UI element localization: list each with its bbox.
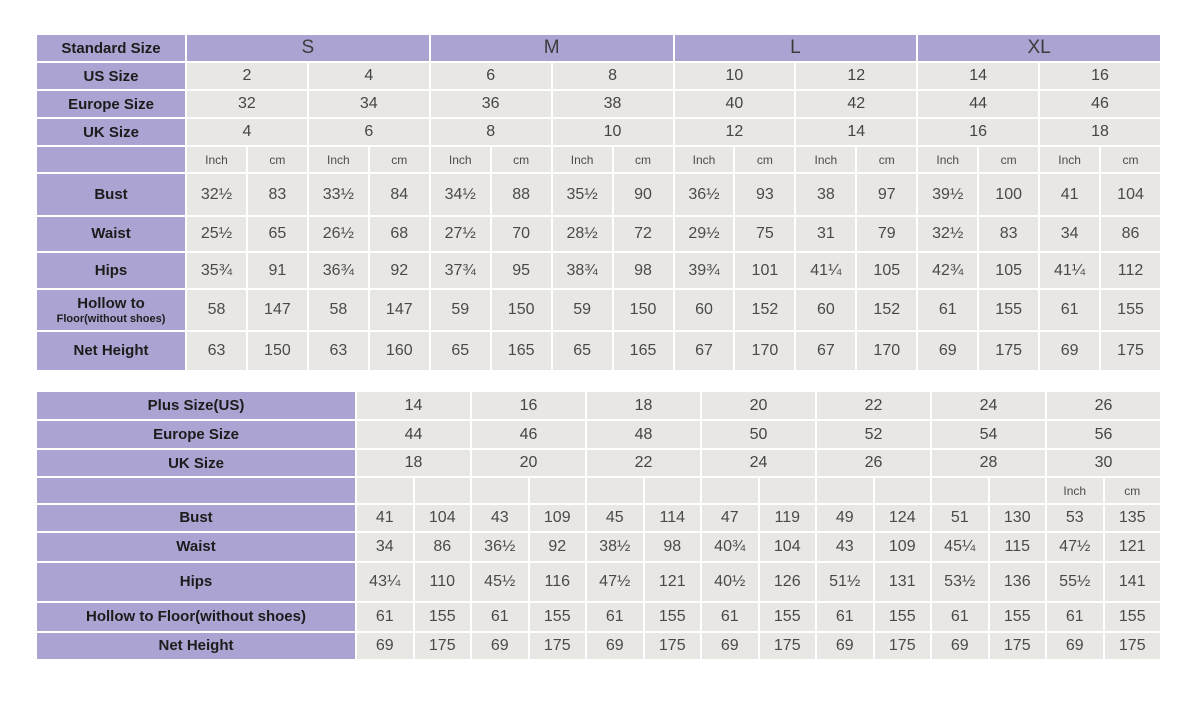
measurement-value-cell: 59: [552, 289, 613, 331]
size-value-cell: 46: [471, 420, 586, 449]
measurement-value-cell: 104: [414, 504, 472, 532]
measurement-value-cell: 65: [247, 216, 308, 252]
measurement-value-cell: 86: [1100, 216, 1161, 252]
unit-cell: Inch: [308, 146, 369, 173]
measurement-value-cell: 88: [491, 173, 552, 216]
measurement-value-cell: 69: [816, 632, 874, 660]
measurement-value-cell: 97: [856, 173, 917, 216]
size-value-cell: 52: [816, 420, 931, 449]
measurement-value-cell: 155: [1100, 289, 1161, 331]
row-label: [36, 252, 186, 289]
measurement-value-cell: 155: [978, 289, 1039, 331]
measurement-value-cell: 93: [734, 173, 795, 216]
measurement-value-cell: 31: [795, 216, 856, 252]
measurement-value-cell: 155: [759, 602, 817, 632]
size-value-cell: 48: [586, 420, 701, 449]
row-label: [36, 532, 356, 562]
empty-cell: [586, 477, 644, 504]
unit-row-label: [36, 146, 186, 173]
row-label-line: Hips: [179, 573, 213, 591]
measurement-value-cell: 51½: [816, 562, 874, 602]
empty-cell: [989, 477, 1047, 504]
measurement-value-cell: 36½: [471, 532, 529, 562]
table-row: [36, 532, 1161, 562]
measurement-value-cell: 61: [356, 602, 414, 632]
measurement-value-cell: 92: [369, 252, 430, 289]
size-value-cell: 44: [917, 90, 1039, 118]
table-row: [36, 632, 1161, 660]
measurement-value-cell: 69: [917, 331, 978, 371]
measurement-value-cell: 155: [644, 602, 702, 632]
table-row: [36, 216, 1161, 252]
size-value-cell: 26: [1046, 391, 1161, 420]
measurement-value-cell: 61: [931, 602, 989, 632]
measurement-value-cell: 126: [759, 562, 817, 602]
measurement-value-cell: 35½: [552, 173, 613, 216]
row-label: UK Size: [36, 449, 356, 477]
measurement-value-cell: 29½: [674, 216, 735, 252]
measurement-value-cell: 27½: [430, 216, 491, 252]
measurement-value-cell: 40¾: [701, 532, 759, 562]
row-label: Plus Size(US): [36, 391, 356, 420]
size-value-cell: 22: [586, 449, 701, 477]
empty-cell: [816, 477, 874, 504]
measurement-value-cell: 175: [1104, 632, 1162, 660]
measurement-value-cell: 90: [613, 173, 674, 216]
unit-cell: cm: [1104, 477, 1162, 504]
size-value-cell: 42: [795, 90, 917, 118]
row-label: [36, 331, 186, 371]
standard-size-chart-table: [35, 33, 1162, 372]
measurement-value-cell: 69: [1046, 632, 1104, 660]
measurement-value-cell: 61: [1046, 602, 1104, 632]
plus-size-chart-table: [35, 390, 1162, 661]
measurement-value-cell: 105: [856, 252, 917, 289]
unit-cell: Inch: [674, 146, 735, 173]
measurement-value-cell: 109: [874, 532, 932, 562]
measurement-value-cell: 175: [529, 632, 587, 660]
measurement-value-cell: 72: [613, 216, 674, 252]
row-label-line: Net Height: [158, 637, 234, 655]
measurement-value-cell: 155: [989, 602, 1047, 632]
empty-cell: [356, 477, 414, 504]
measurement-value-cell: 160: [369, 331, 430, 371]
empty-cell: [759, 477, 817, 504]
measurement-value-cell: 170: [856, 331, 917, 371]
empty-cell: [874, 477, 932, 504]
measurement-value-cell: 147: [369, 289, 430, 331]
size-value-cell: 24: [931, 391, 1046, 420]
measurement-value-cell: 92: [529, 532, 587, 562]
corner-cell: Standard Size: [36, 34, 186, 62]
measurement-value-cell: 121: [1104, 532, 1162, 562]
measurement-value-cell: 47½: [1046, 532, 1104, 562]
measurement-value-cell: 104: [759, 532, 817, 562]
row-label-line: Bust: [179, 509, 213, 527]
unit-cell: Inch: [1046, 477, 1104, 504]
measurement-value-cell: 59: [430, 289, 491, 331]
measurement-value-cell: 42¾: [917, 252, 978, 289]
unit-cell: Inch: [186, 146, 247, 173]
size-value-cell: 34: [308, 90, 430, 118]
size-value-cell: 6: [308, 118, 430, 146]
size-value-cell: 26: [816, 449, 931, 477]
table-row: [36, 449, 1161, 477]
size-value-cell: 20: [701, 391, 816, 420]
size-value-cell: 12: [674, 118, 796, 146]
measurement-value-cell: 119: [759, 504, 817, 532]
measurement-value-cell: 147: [247, 289, 308, 331]
measurement-value-cell: 45¼: [931, 532, 989, 562]
size-value-cell: 18: [1039, 118, 1161, 146]
measurement-value-cell: 26½: [308, 216, 369, 252]
measurement-value-cell: 69: [471, 632, 529, 660]
unit-cell: cm: [613, 146, 674, 173]
measurement-value-cell: 98: [613, 252, 674, 289]
measurement-value-cell: 63: [186, 331, 247, 371]
table-row: [36, 331, 1161, 371]
table-row: [36, 34, 1161, 62]
measurement-value-cell: 69: [586, 632, 644, 660]
measurement-value-cell: 69: [1039, 331, 1100, 371]
measurement-value-cell: 115: [989, 532, 1047, 562]
table-row: [36, 173, 1161, 216]
size-value-cell: 50: [701, 420, 816, 449]
row-label: Europe Size: [36, 90, 186, 118]
measurement-value-cell: 83: [247, 173, 308, 216]
measurement-value-cell: 105: [978, 252, 1039, 289]
unit-cell: Inch: [917, 146, 978, 173]
measurement-value-cell: 175: [874, 632, 932, 660]
measurement-value-cell: 53½: [931, 562, 989, 602]
measurement-value-cell: 86: [414, 532, 472, 562]
measurement-value-cell: 61: [471, 602, 529, 632]
size-value-cell: 12: [795, 62, 917, 90]
row-label-line: Hollow to: [77, 295, 145, 313]
measurement-value-cell: 45: [586, 504, 644, 532]
measurement-value-cell: 69: [701, 632, 759, 660]
table-row: [36, 477, 1161, 504]
measurement-value-cell: 34½: [430, 173, 491, 216]
size-value-cell: 22: [816, 391, 931, 420]
row-label: [36, 173, 186, 216]
measurement-value-cell: 65: [552, 331, 613, 371]
measurement-value-cell: 43¼: [356, 562, 414, 602]
measurement-value-cell: 155: [1104, 602, 1162, 632]
measurement-value-cell: 61: [1039, 289, 1100, 331]
measurement-value-cell: 69: [356, 632, 414, 660]
size-value-cell: 32: [186, 90, 308, 118]
measurement-value-cell: 38¾: [552, 252, 613, 289]
size-value-cell: 4: [308, 62, 430, 90]
measurement-value-cell: 60: [674, 289, 735, 331]
size-value-cell: 54: [931, 420, 1046, 449]
measurement-value-cell: 152: [734, 289, 795, 331]
size-group-cell: M: [430, 34, 674, 62]
measurement-value-cell: 47: [701, 504, 759, 532]
table-row: [36, 146, 1161, 173]
measurement-value-cell: 36½: [674, 173, 735, 216]
measurement-value-cell: 165: [613, 331, 674, 371]
size-value-cell: 14: [917, 62, 1039, 90]
measurement-value-cell: 121: [644, 562, 702, 602]
size-value-cell: 6: [430, 62, 552, 90]
size-group-cell: L: [674, 34, 918, 62]
measurement-value-cell: 43: [471, 504, 529, 532]
measurement-value-cell: 79: [856, 216, 917, 252]
size-value-cell: 28: [931, 449, 1046, 477]
size-value-cell: 40: [674, 90, 796, 118]
measurement-value-cell: 34: [356, 532, 414, 562]
unit-cell: cm: [369, 146, 430, 173]
size-group-cell: XL: [917, 34, 1161, 62]
size-value-cell: 38: [552, 90, 674, 118]
measurement-value-cell: 38½: [586, 532, 644, 562]
unit-cell: Inch: [430, 146, 491, 173]
measurement-value-cell: 61: [701, 602, 759, 632]
size-value-cell: 18: [586, 391, 701, 420]
measurement-value-cell: 58: [308, 289, 369, 331]
measurement-value-cell: 61: [816, 602, 874, 632]
measurement-value-cell: 110: [414, 562, 472, 602]
size-value-cell: 46: [1039, 90, 1161, 118]
row-label: [36, 562, 356, 602]
measurement-value-cell: 68: [369, 216, 430, 252]
measurement-value-cell: 55½: [1046, 562, 1104, 602]
measurement-value-cell: 61: [586, 602, 644, 632]
measurement-value-cell: 75: [734, 216, 795, 252]
size-value-cell: 8: [430, 118, 552, 146]
measurement-value-cell: 53: [1046, 504, 1104, 532]
measurement-value-cell: 100: [978, 173, 1039, 216]
size-value-cell: 10: [552, 118, 674, 146]
size-value-cell: 2: [186, 62, 308, 90]
measurement-value-cell: 39¾: [674, 252, 735, 289]
unit-cell: cm: [491, 146, 552, 173]
table-row: [36, 289, 1161, 331]
size-value-cell: 4: [186, 118, 308, 146]
unit-cell: cm: [856, 146, 917, 173]
measurement-value-cell: 109: [529, 504, 587, 532]
measurement-value-cell: 36¾: [308, 252, 369, 289]
measurement-value-cell: 41: [1039, 173, 1100, 216]
empty-cell: [471, 477, 529, 504]
measurement-value-cell: 141: [1104, 562, 1162, 602]
size-value-cell: 16: [1039, 62, 1161, 90]
measurement-value-cell: 116: [529, 562, 587, 602]
unit-cell: Inch: [1039, 146, 1100, 173]
measurement-value-cell: 61: [917, 289, 978, 331]
row-label: Europe Size: [36, 420, 356, 449]
size-value-cell: 30: [1046, 449, 1161, 477]
unit-cell: cm: [247, 146, 308, 173]
row-label-line: Floor(without shoes): [56, 312, 166, 325]
unit-cell: cm: [978, 146, 1039, 173]
measurement-value-cell: 175: [644, 632, 702, 660]
table-row: [36, 90, 1161, 118]
row-label: [36, 602, 356, 632]
measurement-value-cell: 37¾: [430, 252, 491, 289]
table-row: [36, 118, 1161, 146]
empty-cell: [931, 477, 989, 504]
measurement-value-cell: 38: [795, 173, 856, 216]
size-value-cell: 14: [356, 391, 471, 420]
size-value-cell: 24: [701, 449, 816, 477]
size-group-cell: S: [186, 34, 430, 62]
size-value-cell: 16: [917, 118, 1039, 146]
unit-cell: Inch: [795, 146, 856, 173]
measurement-value-cell: 152: [856, 289, 917, 331]
measurement-value-cell: 69: [931, 632, 989, 660]
measurement-value-cell: 130: [989, 504, 1047, 532]
measurement-value-cell: 35¾: [186, 252, 247, 289]
size-value-cell: 44: [356, 420, 471, 449]
row-label: [36, 216, 186, 252]
table-row: [36, 62, 1161, 90]
measurement-value-cell: 47½: [586, 562, 644, 602]
measurement-value-cell: 70: [491, 216, 552, 252]
row-label-line: Bust: [94, 185, 128, 203]
measurement-value-cell: 175: [1100, 331, 1161, 371]
measurement-value-cell: 63: [308, 331, 369, 371]
size-value-cell: 10: [674, 62, 796, 90]
measurement-value-cell: 150: [247, 331, 308, 371]
unit-cell: Inch: [552, 146, 613, 173]
measurement-value-cell: 175: [989, 632, 1047, 660]
size-value-cell: 56: [1046, 420, 1161, 449]
measurement-value-cell: 175: [414, 632, 472, 660]
measurement-value-cell: 65: [430, 331, 491, 371]
table-row: [36, 504, 1161, 532]
table-row: [36, 252, 1161, 289]
row-label: [36, 504, 356, 532]
measurement-value-cell: 51: [931, 504, 989, 532]
measurement-value-cell: 131: [874, 562, 932, 602]
table-row: [36, 420, 1161, 449]
unit-cell: cm: [1100, 146, 1161, 173]
row-label-line: Hollow to Floor(without shoes): [86, 608, 306, 626]
measurement-value-cell: 34: [1039, 216, 1100, 252]
measurement-value-cell: 124: [874, 504, 932, 532]
size-value-cell: 20: [471, 449, 586, 477]
table-row: [36, 391, 1161, 420]
measurement-value-cell: 25½: [186, 216, 247, 252]
empty-cell: [701, 477, 759, 504]
measurement-value-cell: 41¼: [1039, 252, 1100, 289]
size-value-cell: 14: [795, 118, 917, 146]
row-label-line: Waist: [176, 538, 216, 556]
empty-cell: [414, 477, 472, 504]
measurement-value-cell: 155: [529, 602, 587, 632]
size-value-cell: 16: [471, 391, 586, 420]
measurement-value-cell: 49: [816, 504, 874, 532]
measurement-value-cell: 112: [1100, 252, 1161, 289]
measurement-value-cell: 150: [491, 289, 552, 331]
size-value-cell: 36: [430, 90, 552, 118]
measurement-value-cell: 58: [186, 289, 247, 331]
table-row: [36, 562, 1161, 602]
measurement-value-cell: 83: [978, 216, 1039, 252]
unit-row-label: [36, 477, 356, 504]
measurement-value-cell: 40½: [701, 562, 759, 602]
unit-cell: cm: [734, 146, 795, 173]
measurement-value-cell: 67: [795, 331, 856, 371]
measurement-value-cell: 155: [874, 602, 932, 632]
row-label-line: Net Height: [73, 342, 149, 360]
measurement-value-cell: 91: [247, 252, 308, 289]
empty-cell: [644, 477, 702, 504]
measurement-value-cell: 98: [644, 532, 702, 562]
measurement-value-cell: 136: [989, 562, 1047, 602]
measurement-value-cell: 114: [644, 504, 702, 532]
measurement-value-cell: 33½: [308, 173, 369, 216]
measurement-value-cell: 104: [1100, 173, 1161, 216]
measurement-value-cell: 95: [491, 252, 552, 289]
measurement-value-cell: 175: [978, 331, 1039, 371]
measurement-value-cell: 32½: [186, 173, 247, 216]
measurement-value-cell: 45½: [471, 562, 529, 602]
table-row: [36, 602, 1161, 632]
row-label: UK Size: [36, 118, 186, 146]
measurement-value-cell: 60: [795, 289, 856, 331]
row-label-line: Waist: [91, 225, 131, 243]
measurement-value-cell: 41: [356, 504, 414, 532]
row-label: [36, 632, 356, 660]
measurement-value-cell: 165: [491, 331, 552, 371]
size-value-cell: 8: [552, 62, 674, 90]
measurement-value-cell: 67: [674, 331, 735, 371]
row-label: US Size: [36, 62, 186, 90]
measurement-value-cell: 170: [734, 331, 795, 371]
empty-cell: [529, 477, 587, 504]
measurement-value-cell: 84: [369, 173, 430, 216]
measurement-value-cell: 175: [759, 632, 817, 660]
row-label: [36, 289, 186, 331]
measurement-value-cell: 41¼: [795, 252, 856, 289]
measurement-value-cell: 39½: [917, 173, 978, 216]
row-label-line: Hips: [94, 261, 128, 279]
measurement-value-cell: 135: [1104, 504, 1162, 532]
measurement-value-cell: 43: [816, 532, 874, 562]
measurement-value-cell: 101: [734, 252, 795, 289]
measurement-value-cell: 32½: [917, 216, 978, 252]
measurement-value-cell: 155: [414, 602, 472, 632]
size-value-cell: 18: [356, 449, 471, 477]
measurement-value-cell: 150: [613, 289, 674, 331]
measurement-value-cell: 28½: [552, 216, 613, 252]
